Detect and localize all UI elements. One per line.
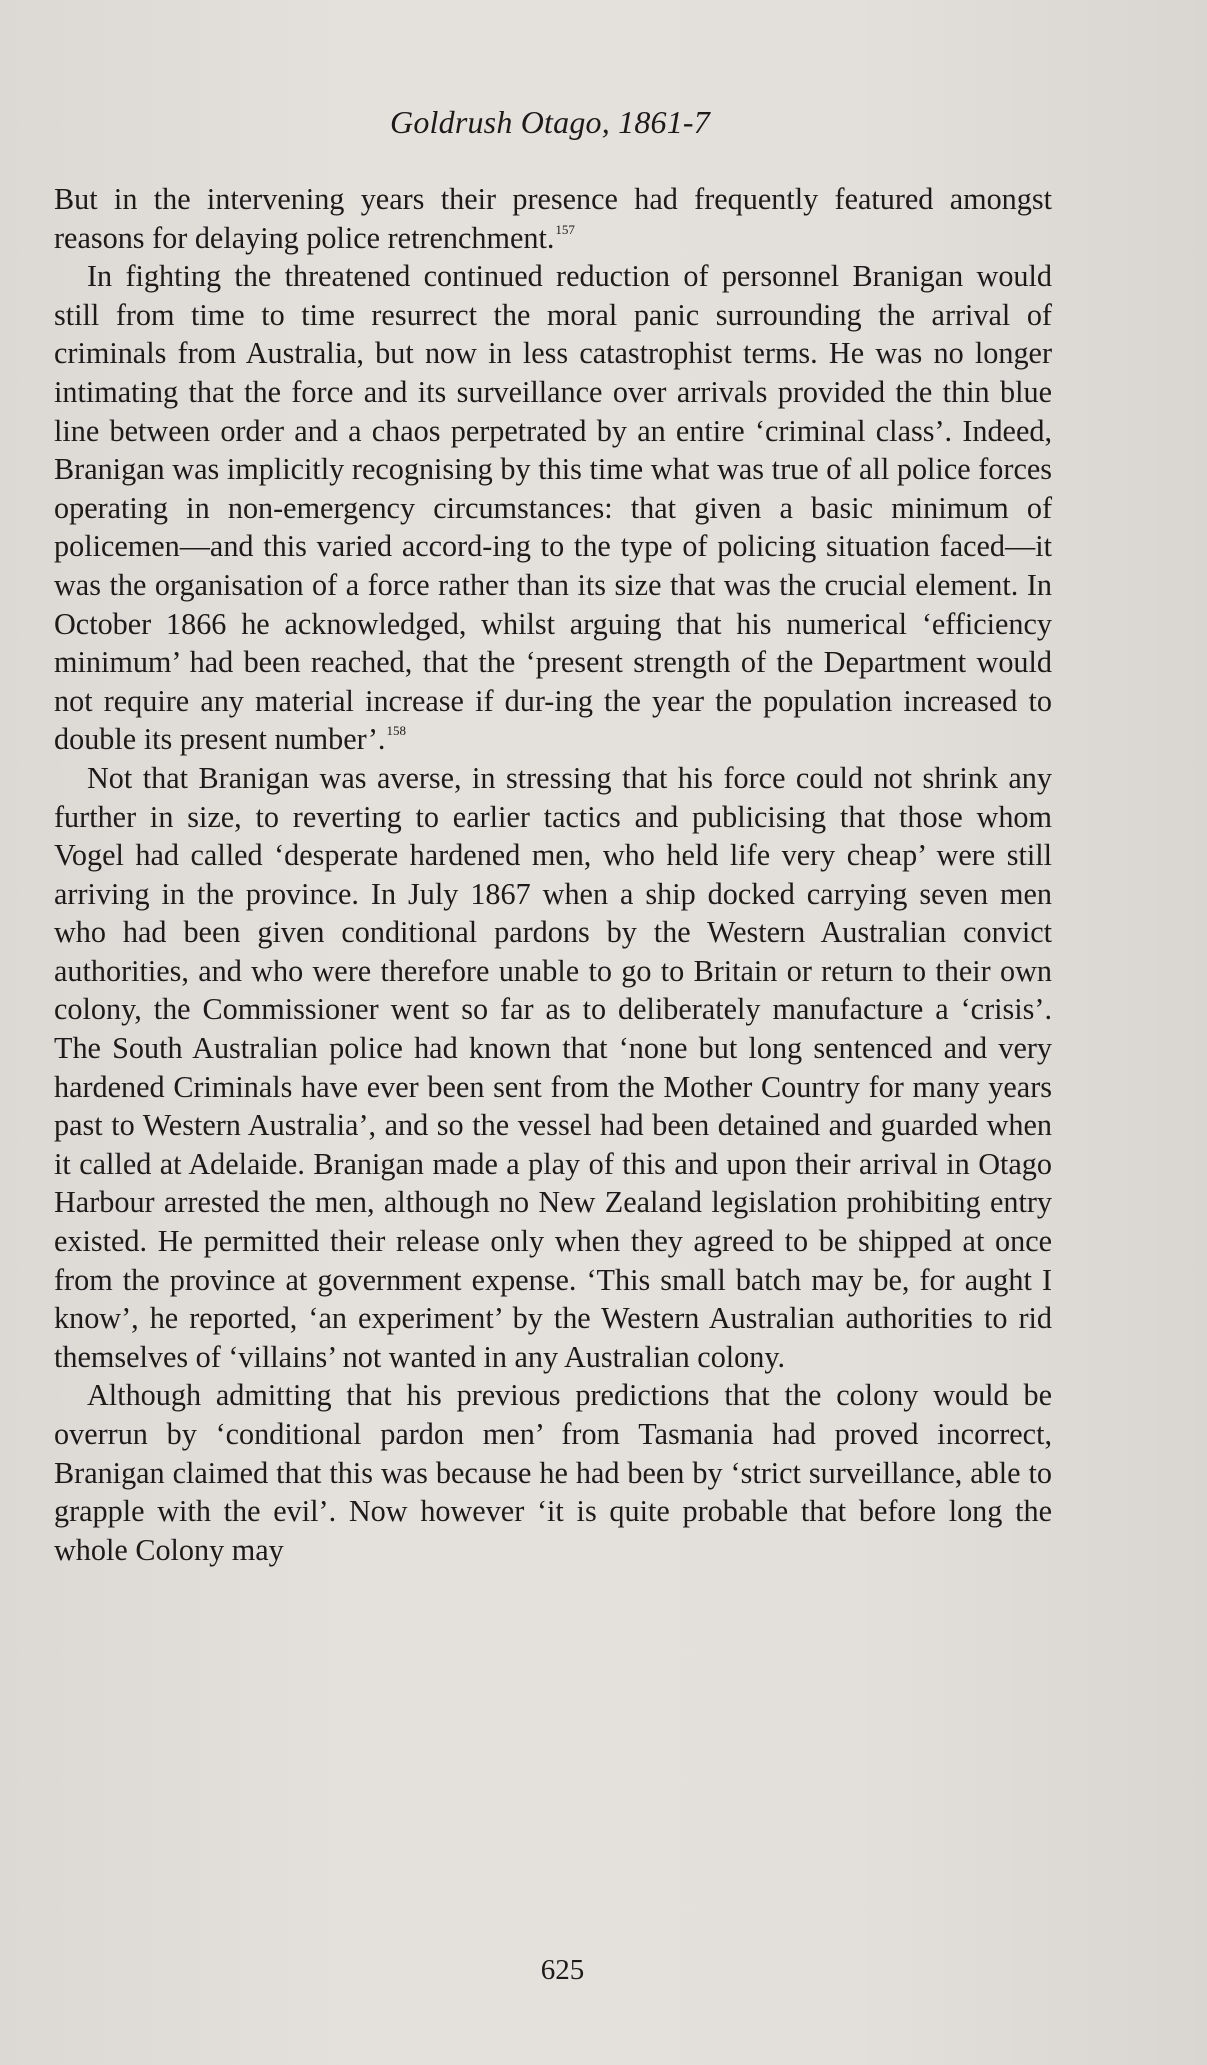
body-text bbox=[54, 180, 1052, 1569]
paragraph-text: Not that Branigan was averse, in stressing that his force could not shrink any further in size, to reverting to earlier tactics and publicising that those whom Vogel had called ‘desperate hardened men, who held life very cheap’ were still arriving in the province. In July 1867 when a ship docked carrying seven men who had been given conditional pardons by the Western Australian convict authorities, and who were therefore unable to go to Britain or return to their own colony, the Commissioner went so far as to deliberately manufacture a ‘crisis’. The South Australian police had known that ‘none but long sentenced and very hardened Criminals have ever been sent from the Mother Country for many years past to Western Australia’, and so the vessel had been detained and guarded when it called at Adelaide. Branigan made a play of this and upon their arrival in Otago Harbour arrested the men, although no New Zealand legislation prohibiting entry existed. He permitted their release only when they agreed to be shipped at once from the province at government expense. ‘This small batch may be, for aught I know’, he reported, ‘an experiment’ by the Western Australian authorities to rid themselves of ‘villains’ not wanted in any Australian colony. bbox=[54, 760, 1052, 1374]
footnote-ref-158[interactable]: 158 bbox=[386, 723, 406, 739]
running-head: Goldrush Otago, 1861-7 bbox=[390, 104, 710, 140]
page-number: 625 bbox=[540, 1954, 585, 1986]
paragraph-text: In fighting the threatened continued reduction of personnel Branigan would still from time to time resurrect the moral panic surrounding the arrival of criminals from Australia, but now in less catastrophist terms. He was no longer intimating that the force and its surveillance over arrivals provided the thin blue line between order and a chaos perpetrated by an entire ‘criminal class’. Indeed, Branigan was implicitly recognising by this time what was true of all police forces operating in non-emergency circumstances: that given a basic minimum of policemen—and this varied accord-ing to the type of policing situation faced—it was the organisation of a force rather than its size that was the crucial element. In October 1866 he acknowledged, whilst arguing that his numerical ‘efficiency minimum’ had been reached, that the ‘present strength of the Department would not require any material increase if dur-ing the year the population increased to double its present number’. bbox=[54, 259, 1052, 757]
paragraph-1 bbox=[54, 180, 1052, 257]
paragraph-text: Although admitting that his previous predictions that the colony would be overrun by ‘conditional pardon men’ from Tasmania had proved incorrect, Branigan claimed that this was because he had been by ‘strict surveillance, able to grapple with the evil’. Now however ‘it is quite probable that before long the whole Colony may bbox=[54, 1378, 1052, 1567]
paragraph-2 bbox=[54, 257, 1052, 759]
paragraph-3 bbox=[54, 759, 1052, 1377]
footnote-ref-157[interactable]: 157 bbox=[555, 221, 575, 237]
paragraph-text: But in the intervening years their presence had frequently featured amongst reasons for delaying police retrenchment. bbox=[54, 182, 1052, 255]
paragraph-4 bbox=[54, 1376, 1052, 1569]
